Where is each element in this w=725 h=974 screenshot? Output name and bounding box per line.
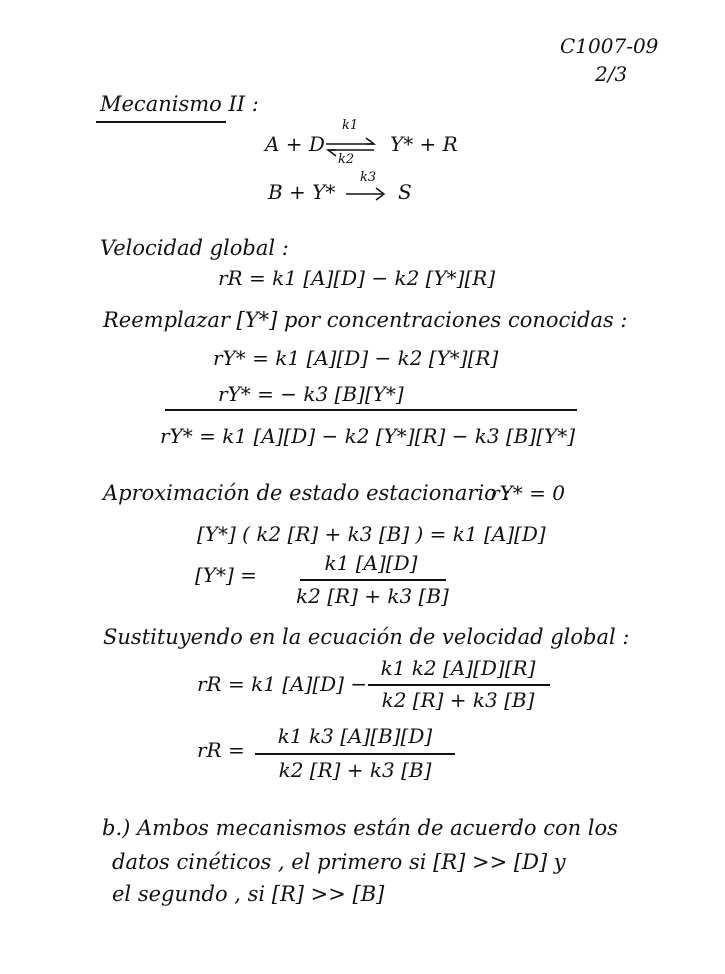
fraction-bar	[255, 753, 455, 755]
rate-R2-numerator: k1 k2 [A][D][R]	[380, 656, 536, 680]
rate-Y-sum-equation: rY* = k1 [A][D] − k2 [Y*][R] − k3 [B][Y*]	[160, 424, 576, 448]
aproximacion-heading: Aproximación de estado estacionario :	[103, 481, 511, 505]
rate-R3-lhs: rR =	[197, 738, 245, 762]
sum-rule	[165, 409, 577, 411]
rate-constant-k1: k1	[342, 118, 359, 133]
sustituyendo-heading: Sustituyendo en la ecuación de velocidad global :	[103, 625, 630, 649]
rate-R3-numerator: k1 k3 [A][B][D]	[277, 724, 433, 748]
title-underline	[96, 121, 226, 123]
velocidad-heading: Velocidad global :	[100, 236, 289, 260]
steady-state-condition: rY* = 0	[490, 481, 565, 505]
rate-Y-equation-2: rY* = − k3 [B][Y*]	[218, 382, 404, 406]
steady-state-equation: [Y*] ( k2 [R] + k3 [B] ) = k1 [A][D]	[197, 522, 546, 546]
reaction1-left: A + D	[265, 132, 325, 156]
rate-Y-equation-1: rY* = k1 [A][D] − k2 [Y*][R]	[213, 346, 499, 370]
rate-constant-k2: k2	[338, 152, 355, 167]
conclusion-line-3: el segundo , si [R] >> [B]	[112, 882, 385, 906]
rate-R3-denominator: k2 [R] + k3 [B]	[278, 758, 432, 782]
reaction1-right: Y* + R	[390, 132, 458, 156]
page-number: 2/3	[595, 62, 628, 86]
reemplazar-heading: Reemplazar [Y*] por concentraciones conocidas :	[103, 308, 628, 332]
conclusion-line-1: b.) Ambos mecanismos están de acuerdo con los	[102, 816, 618, 840]
Y-concentration-denominator: k2 [R] + k3 [B]	[296, 584, 449, 608]
rate-constant-k3: k3	[360, 170, 377, 185]
rate-R-equation: rR = k1 [A][D] − k2 [Y*][R]	[218, 266, 496, 290]
rate-R2-denominator: k2 [R] + k3 [B]	[381, 688, 535, 712]
document-code: C1007-09	[560, 34, 659, 58]
Y-concentration-lhs: [Y*] =	[195, 563, 257, 587]
conclusion-line-2: datos cinéticos , el primero si [R] >> [D] y	[112, 850, 566, 874]
rate-R2-lhs: rR = k1 [A][D] −	[197, 672, 368, 696]
fraction-bar	[300, 579, 446, 581]
fraction-bar	[368, 684, 550, 686]
Y-concentration-numerator: k1 [A][D]	[324, 551, 418, 575]
reaction2-left: B + Y*	[268, 180, 336, 204]
reaction2-right: S	[398, 180, 412, 204]
mechanism-title: Mecanismo II :	[100, 92, 259, 116]
